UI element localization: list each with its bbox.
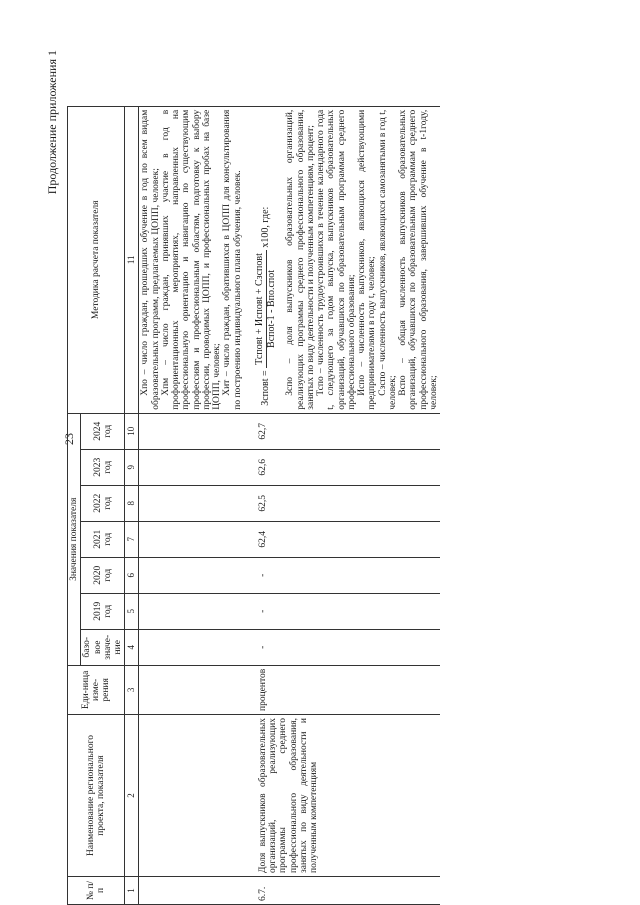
definition: Зспо – доля выпускников образовательных организаций, реализующих программы среднего профессионального образования, занятых по виду деятельности и полученным компетенциям, процент; — [285, 109, 316, 410]
table-row — [244, 106, 440, 904]
definition: Испо – численность выпускников, являющихся действующими предпринимателями в году t, человек; — [357, 109, 378, 410]
continuation-title: Продолжение приложения 1 — [45, 50, 59, 195]
formula-numerator: Тсповt + Исповt + Сзсповt — [255, 250, 267, 368]
method-cell — [244, 106, 440, 413]
column-number: 6 — [125, 557, 139, 593]
column-number: 4 — [125, 629, 139, 665]
column-number: 11 — [125, 106, 139, 413]
definition: Тспо – численность трудоустроившихся в течение календарного года t, следующего за годом выпуска, выпускников образовательных организаций, обучавшихся по образовательным программам среднего профессионального образования; — [316, 109, 357, 410]
column-number-row — [125, 106, 139, 904]
column-number: 9 — [125, 449, 139, 485]
header-year: 2020 год — [81, 557, 125, 593]
formula-denominator: Вспоt-1 - Впо.споt — [265, 269, 277, 348]
method-continuation — [139, 106, 244, 413]
header-year: 2024 год — [81, 413, 125, 449]
column-number: 2 — [125, 715, 139, 877]
formula — [255, 110, 278, 406]
rotated-page-content — [45, 40, 620, 905]
header-year: 2019 год — [81, 593, 125, 629]
header-year: 2021 год — [81, 521, 125, 557]
method-paragraph: Хпо – число граждан, прошедших обучение в год по всем видам образовательных программ, предлагаемых ЦОПП, человек; — [140, 109, 161, 410]
header-num: № п/п — [68, 877, 125, 905]
continuation-row — [139, 106, 244, 904]
column-number: 8 — [125, 485, 139, 521]
row-2023: 62,6 — [244, 449, 440, 485]
header-year: 2023 год — [81, 449, 125, 485]
formula-fraction — [255, 250, 278, 368]
header-base: базо-вое значе-ние — [81, 629, 125, 665]
header-unit: Еди-ница изме-рения — [68, 665, 125, 714]
header-row-1 — [68, 106, 81, 904]
column-number: 1 — [125, 877, 139, 905]
method-paragraph: Хпм – число граждан, принявших участие в год в профориентационных мероприятиях, направленных на профессиональную ориентацию и навигацию по существующим профессиям и профессиональным областям, подготовку к выбору профессии, проводимых ЦОПП, и профессиональных пробах на базе ЦОПП, человек; — [160, 109, 222, 410]
formula-tail: х100, где: — [259, 206, 271, 248]
header-name: Наименование регионального проекта, показателя — [68, 715, 125, 877]
method-paragraph: Хит – число граждан, обратившихся в ЦОПП для консультирования по построению индивидуального плана обучения, человек. — [222, 109, 243, 410]
indicator-table — [67, 106, 440, 905]
column-number: 10 — [125, 413, 139, 449]
row-name — [244, 715, 440, 877]
row-base: - — [244, 629, 440, 665]
header-values-group: Значения показателя — [68, 413, 81, 665]
row-2020: - — [244, 557, 440, 593]
row-num: 6.7. — [244, 877, 440, 905]
row-2024: 62,7 — [244, 413, 440, 449]
row-unit: процентов — [244, 665, 440, 714]
column-number: 3 — [125, 665, 139, 714]
row-name-text: Доля выпускников образовательных организаций, реализующих программы среднего профессионального образования, занятых по виду деятельности и полученным компетенциям — [257, 718, 319, 873]
definition: Вспо – общая численность выпускников образовательных организаций, обучавшихся по образовательным программам среднего профессионального образования, завершивших обучение в t-1году, человек; — [398, 109, 439, 410]
page-number: 23 — [62, 433, 76, 445]
header-method: Методика расчета показателя — [68, 106, 125, 413]
column-number: 7 — [125, 521, 139, 557]
column-number: 5 — [125, 593, 139, 629]
row-2019: - — [244, 593, 440, 629]
row-2021: 62,4 — [244, 521, 440, 557]
formula-lhs: Зсповt = — [259, 370, 271, 406]
header-year: 2022 год — [81, 485, 125, 521]
definition: Сзспо – численность выпускников, являющихся самозанятыми в год t, человек; — [377, 109, 398, 410]
row-2022: 62,5 — [244, 485, 440, 521]
